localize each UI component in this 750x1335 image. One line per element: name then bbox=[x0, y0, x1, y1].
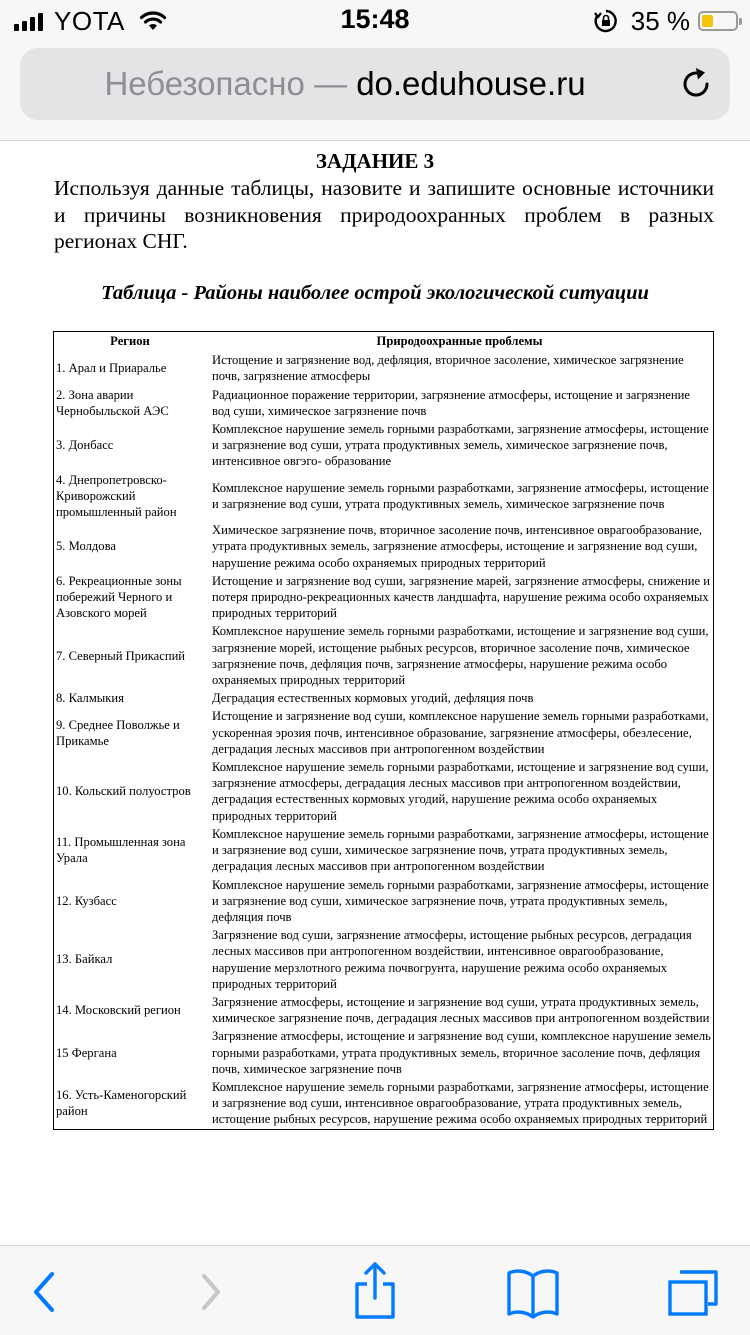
region-cell: 13. Байкал bbox=[56, 952, 113, 967]
region-cell: 5. Молдова bbox=[56, 539, 116, 554]
browser-toolbar bbox=[0, 1245, 750, 1335]
region-cell: 9. Среднее Поволжье и Прикамье bbox=[56, 717, 180, 748]
table-header-row bbox=[54, 332, 714, 352]
table-row bbox=[54, 993, 714, 1027]
table-row bbox=[54, 707, 714, 758]
problems-cell: Комплексное нарушение земель горными разработками, загрязнение атмосферы, истощение и загрязнение вод суши, химическое загрязнение почв, утрата продуктивных земель, деградация лесных массивов при антропогенном воздействии bbox=[212, 826, 709, 874]
region-cell: 4. Днепропетровско-Криворожский промышленный район bbox=[56, 472, 177, 520]
problems-cell: Истощение и загрязнение вод суши, комплексное нарушение земель горными разработками, ускоренная эрозия почв, интенсивное образование, загрязнение атмосферы, обезлесение, деградация лесных массивов при антропогенном воздействии bbox=[212, 709, 709, 756]
problems-cell: Загрязнение атмосферы, истощение и загрязнение вод суши, комплексное нарушение земель горными разработками, утрата продуктивных земель, вторичное засоление почв, дефляция почв, химическое загрязнение почв bbox=[212, 1029, 711, 1076]
problems-cell: Истощение и загрязнение вод, дефляция, вторичное засоление, химическое загрязнение почв, загрязнение атмосферы bbox=[212, 353, 684, 384]
reload-icon[interactable] bbox=[678, 66, 714, 102]
table-row bbox=[54, 521, 714, 572]
problems-cell: Комплексное нарушение земель горными разработками, загрязнение атмосферы, истощение и загрязнение вод суши, утрата продуктивных земель, химическое загрязнение почв, интенсивное овгэго- образование bbox=[212, 422, 709, 469]
problems-cell: Комплексное нарушение земель горными разработками, загрязнение атмосферы, истощение и загрязнение вод суши, утрата продуктивных земель, химическое загрязнение почв bbox=[212, 480, 709, 511]
page-content bbox=[0, 141, 750, 1245]
regions-table bbox=[53, 331, 714, 1130]
region-cell: 11. Промышленная зона Урала bbox=[56, 834, 186, 866]
problems-cell: Комплексное нарушение земель горными разработками, истощение и загрязнение вод суши, загрязнение атмосферы, деградация лесных массивов при антропогенном воздействии, деградация естественных кормовых угодий, нарушение режима особо охраняемых природных территорий bbox=[212, 760, 709, 823]
region-cell: 6. Рекреационные зоны побережий Черного и Азовского морей bbox=[56, 573, 182, 621]
region-cell: 8. Калмыкия bbox=[56, 691, 124, 706]
problems-cell: Комплексное нарушение земель горными разработками, истощение и загрязнение вод суши, загрязнение морей, истощение рыбных ресурсов, вторичное засоление почв, химическое загрязнение почв, дефляция почв, загрязнение атмосферы, нарушение режима особо охраняемых природных территорий bbox=[212, 624, 709, 688]
back-icon[interactable] bbox=[14, 1262, 74, 1322]
table-row bbox=[54, 926, 714, 993]
table-row bbox=[54, 1027, 714, 1078]
forward-icon[interactable] bbox=[180, 1262, 240, 1322]
insecure-label: Небезопасно — bbox=[104, 65, 348, 102]
bookmarks-icon[interactable] bbox=[503, 1262, 563, 1322]
status-bar-right bbox=[593, 6, 738, 36]
region-cell: 12. Кузбасс bbox=[56, 893, 117, 908]
region-cell: 14. Московский регион bbox=[56, 1003, 181, 1018]
clock: 15:48 bbox=[340, 4, 410, 34]
region-cell: 3. Донбасс bbox=[56, 438, 114, 453]
table-caption: Таблица - Районы наиболее острой экологической ситуации bbox=[101, 282, 649, 304]
table-row bbox=[54, 351, 714, 385]
problems-cell: Истощение и загрязнение вод суши, загрязнение марей, загрязнение атмосферы, снижение и потеря природно-рекреационных качеств ландшафта, нарушение режима особо охраняемых природных территорий bbox=[212, 573, 710, 621]
table-row bbox=[54, 386, 714, 420]
region-cell: 1. Арал и Приаралье bbox=[56, 361, 167, 376]
domain-label: do.eduhouse.ru bbox=[356, 65, 586, 102]
region-cell: 16. Усть-Каменогорский район bbox=[56, 1088, 187, 1119]
address-bar[interactable] bbox=[20, 48, 730, 120]
share-icon[interactable] bbox=[345, 1262, 405, 1322]
region-cell: 15 Фергана bbox=[56, 1045, 117, 1060]
problems-cell: Радиационное поражение территории, загрязнение атмосферы, истощение и загрязнение вод суши, химическое загрязнение почв bbox=[212, 387, 690, 418]
problems-cell: Деградация естественных кормовых угодий, дефляция почв bbox=[212, 691, 534, 706]
region-cell: 2. Зона аварии Чернобыльской АЭС bbox=[56, 387, 169, 418]
region-cell: 7. Северный Прикаспий bbox=[56, 648, 186, 663]
status-bar bbox=[0, 0, 750, 42]
problems-cell: Загрязнение вод суши, загрязнение атмосферы, истощение рыбных ресурсов, деградация лесных массивов при антропогенном воздействии, интенсивное оврагообразование, нарушение мерзлотного режима почвогрунта, нарушение режима особо охраняемых природных территорий bbox=[212, 928, 692, 991]
table-row bbox=[54, 471, 714, 522]
carrier-name: YOTA bbox=[54, 5, 125, 36]
page-title: ЗАДАНИЕ 3 bbox=[315, 149, 435, 173]
table-row bbox=[54, 572, 714, 623]
region-cell: 10. Кольский полуостров bbox=[56, 784, 191, 799]
task-instruction: Используя данные таблицы, назовите и запишите основные источники и причины возникновения природоохранных проблем в разных регионах СНГ. bbox=[54, 176, 714, 253]
battery-icon bbox=[698, 11, 738, 31]
table-body bbox=[54, 351, 714, 1129]
problems-cell: Комплексное нарушение земель горными разработками, загрязнение атмосферы, истощение и загрязнение вод суши, интенсивное оврагообразование, утрата продуктивных земель, истощение рыбных ресурсов, нарушение режима особо охраняемых природных территорий bbox=[212, 1079, 709, 1127]
table-row bbox=[54, 825, 714, 876]
orientation-lock-icon bbox=[593, 8, 619, 34]
table-row bbox=[54, 876, 714, 927]
table-row bbox=[54, 622, 714, 689]
tabs-icon[interactable] bbox=[664, 1262, 724, 1322]
column-header-region: Регион bbox=[110, 334, 150, 348]
browser-header bbox=[0, 42, 750, 141]
table-row bbox=[54, 758, 714, 825]
problems-cell: Химическое загрязнение почв, вторичное засоление почв, интенсивное оврагообразование, утрата продуктивных земель, загрязнение атмосферы, истощение и загрязнение вод суши, нарушение режима особо охраняемых природных территорий bbox=[212, 523, 703, 570]
table-row bbox=[54, 1078, 714, 1129]
problems-cell: Загрязнение атмосферы, истощение и загрязнение вод суши, утрата продуктивных земель, химическое загрязнение почв, деградация лесных массивов при антропогенном воздействии bbox=[212, 994, 710, 1026]
table-row bbox=[54, 689, 714, 707]
url-display[interactable] bbox=[20, 48, 670, 120]
problems-cell: Комплексное нарушение земель горными разработками, загрязнение атмосферы, истощение и загрязнение вод суши, химическое загрязнение почв, утрата продуктивных земель, дефляция почв bbox=[212, 877, 709, 924]
battery-level bbox=[702, 15, 713, 27]
column-header-problems: Природоохранные проблемы bbox=[376, 334, 543, 348]
table-row bbox=[54, 420, 714, 471]
battery-percent: 35 % bbox=[630, 5, 690, 36]
